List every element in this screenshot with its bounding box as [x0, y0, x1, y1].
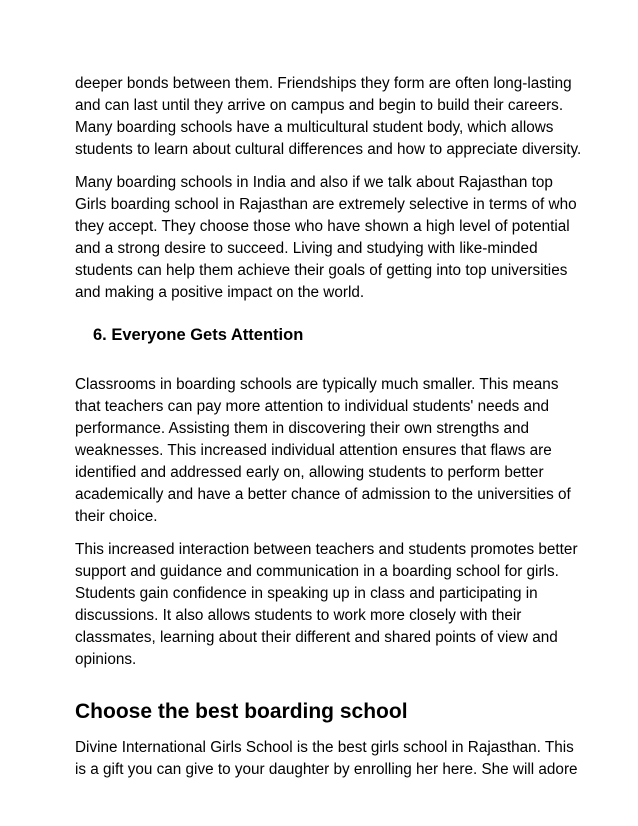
paragraph-line: Divine International Girls School is the best girls school in Rajasthan. This — [75, 739, 574, 756]
paragraph-line: discussions. It also allows students to work more closely with their — [75, 607, 522, 624]
paragraph-line: is a gift you can give to your daughter by enrolling her here. She will adore — [75, 761, 578, 778]
section-heading: 6. Everyone Gets Attention — [93, 326, 304, 344]
paragraph-line: classmates, learning about their different and shared points of view and — [75, 629, 558, 646]
paragraph-line: Girls boarding school in Rajasthan are extremely selective in terms of who — [75, 196, 577, 213]
paragraph-line: they accept. They choose those who have shown a high level of potential — [75, 218, 570, 235]
paragraph-line: support and guidance and communication in a boarding school for girls. — [75, 563, 559, 580]
paragraph-line: and a strong desire to succeed. Living and studying with like-minded — [75, 240, 538, 257]
section-heading-large: Choose the best boarding school — [75, 700, 408, 723]
paragraph-line: Many boarding schools have a multicultural student body, which allows — [75, 119, 554, 136]
paragraph-line: Many boarding schools in India and also if we talk about Rajasthan top — [75, 174, 553, 191]
paragraph-line: students to learn about cultural differences and how to appreciate diversity. — [75, 141, 582, 158]
paragraph-line: identified and addressed early on, allowing students to perform better — [75, 464, 544, 481]
paragraph-line: academically and have a better chance of admission to the universities of — [75, 486, 571, 503]
paragraph-line: and can last until they arrive on campus and begin to build their careers. — [75, 97, 564, 114]
paragraph-line: deeper bonds between them. Friendships they form are often long-lasting — [75, 75, 572, 92]
paragraph-line: and making a positive impact on the world. — [75, 284, 365, 301]
paragraph-line: that teachers can pay more attention to individual students' needs and — [75, 398, 550, 415]
paragraph-line: performance. Assisting them in discovering their own strengths and — [75, 420, 530, 437]
paragraph-line: students can help them achieve their goals of getting into top universities — [75, 262, 568, 279]
paragraph-line: their choice. — [75, 508, 158, 525]
paragraph-line: opinions. — [75, 651, 137, 668]
paragraph-line: Students gain confidence in speaking up in class and participating in — [75, 585, 538, 602]
paragraph-line: This increased interaction between teachers and students promotes better — [75, 541, 578, 558]
paragraph-line: Classrooms in boarding schools are typically much smaller. This means — [75, 376, 559, 393]
paragraph-line: weaknesses. This increased individual attention ensures that flaws are — [75, 442, 552, 459]
